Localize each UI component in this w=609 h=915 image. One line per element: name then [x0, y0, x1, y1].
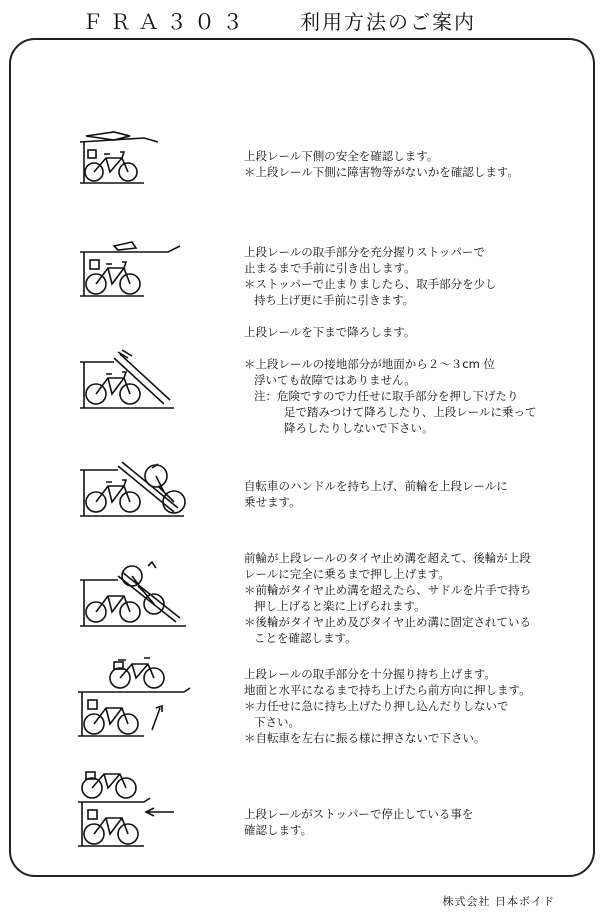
- step-5-line-5: ＊後輪がタイヤ止め及びタイヤ止め溝に固定されている: [244, 615, 532, 629]
- step-5-line-2: レールに完全に乗るまで押し上げます。: [244, 567, 450, 581]
- step-2-line-3: ＊ストッパーで止まりましたら、取手部分を少し: [244, 277, 497, 291]
- step-3-line-2: ＊上段レールの接地部分が地面から２～３cm 位: [244, 357, 495, 371]
- step-3-line-5: 足で踏みつけて降ろしたり、上段レールに乗って: [284, 405, 537, 419]
- step-1-illustration: [74, 128, 200, 188]
- step-2-illustration: [74, 238, 200, 300]
- step-5-line-6: ことを確認します。: [254, 631, 357, 645]
- page-title: 利用方法のご案内: [300, 10, 476, 34]
- step-2-line-4: 持ち上げ更に手前に引きます。: [254, 293, 415, 307]
- step-4-illustration: [74, 456, 200, 520]
- step-3-illustration: [74, 348, 200, 412]
- step-1-line-1: 上段レール下側の安全を確認します。: [244, 149, 439, 163]
- step-6-line-5: ＊自転車を左右に振る様に押さないで下さい。: [244, 731, 486, 745]
- step-7-line-1: 上段レールがストッパーで停止している事を: [244, 807, 474, 821]
- step-6-line-2: 地面と水平になるまで持ち上げたら前方向に押します。: [244, 683, 531, 697]
- step-7-line-2: 確認します。: [244, 823, 313, 837]
- step-5-line-1: 前輪が上段レールのタイヤ止め溝を超えて、後輪が上段: [244, 551, 531, 565]
- step-2-line-2: 止まるまで手前に引き出します。: [244, 261, 416, 275]
- step-4-line-2: 乗せます。: [244, 495, 301, 509]
- step-2-line-1: 上段レールの取手部分を充分握りストッパーで: [244, 245, 485, 259]
- step-6-line-4: 下さい。: [254, 715, 300, 729]
- step-5-illustration: [74, 560, 200, 630]
- step-3-line-1: 上段レールを下まで降ろします。: [244, 325, 416, 339]
- page-header: [0, 6, 609, 34]
- step-3-line-4: 注：危険ですので力任せに取手部分を押し下げたり: [254, 389, 519, 403]
- step-6-line-1: 上段レールの取手部分を十分握り持ち上げます。: [244, 667, 496, 681]
- step-6-illustration: [74, 656, 200, 740]
- model-number: ＦＲＡ３０３: [82, 10, 250, 34]
- step-3-line-6: 降ろしたりしないで下さい。: [284, 421, 434, 435]
- company-name: 株式会社 日本ボイド: [442, 895, 555, 908]
- step-4-line-1: 自転車のハンドルを持ち上げ、前輪を上段レールに: [244, 479, 508, 493]
- step-5-line-4: 押し上げると楽に上げられます。: [254, 599, 426, 613]
- step-7-illustration: [74, 766, 200, 850]
- step-3-line-3: 浮いても故障ではありません。: [254, 373, 416, 387]
- step-6-line-3: ＊力任せに急に持ち上げたり押し込んだりしないで: [244, 699, 509, 713]
- step-1-line-2: ＊上段レール下側に障害物等がないかを確認します。: [244, 165, 519, 179]
- step-5-line-3: ＊前輪がタイヤ止め溝を超えたら、サドルを片手で持ち: [244, 583, 532, 597]
